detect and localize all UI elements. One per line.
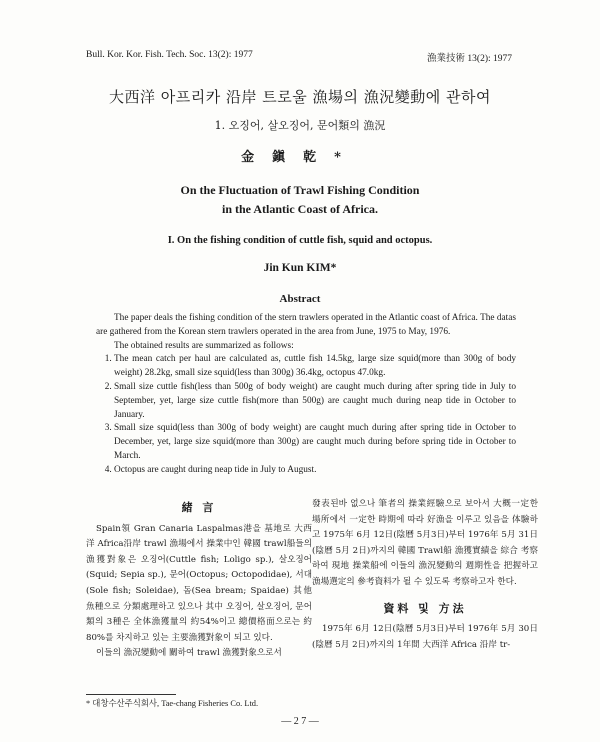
- introduction-paragraph: Spain領 Gran Canaria Laspalmas港을 基地로 大西洋 Africa沿岸 trawl 漁場에서 操業中인 韓國 trawl船들의 漁獲對象은 오징어(Cuttle fish; Loligo sp.), 살오징어(Squid; Sepia sp.), 문어(Octopus; Octopodidae), 서대(Sole fish; Soleidae), 돔(Sea bream; Spaidae) 其他 魚種으로 分類處理하고 있으나 其中 오징어, 살오징어, 문어類의 3種은 全体漁獲量의 約54%이고 總價格面으로는 約80%를 차지하고 있는 主要漁獲對象이 되고 있다.: [86, 523, 312, 643]
- list-item: 1. The mean catch per haul are calculated as, cuttle fish 14.5kg, large size squid(more than 300g of body weight) 28.2kg, small size squid(less than 300g) 36.4kg, octopus 47.0kg.: [114, 353, 516, 381]
- abstract-results-list: [96, 353, 516, 477]
- introduction-heading: 緒 言: [181, 501, 217, 514]
- korean-subtitle: 1. 오징어, 살오징어, 문어類의 漁況: [214, 119, 386, 132]
- materials-methods-heading: 資料 및 方法: [383, 601, 467, 615]
- korean-author: 金鎭乾*: [241, 150, 359, 165]
- abstract-paragraph: The paper deals the fishing condition of the stern trawlers operated in the Atlantic coast of Africa. The datas are gathered from the Korean stern trawlers operated in the area from June, 1975 to May, 1976.: [96, 313, 516, 337]
- abstract-heading: Abstract: [279, 293, 321, 305]
- author-affiliation-footnote: * 대창수산주식회사, Tae-chang Fisheries Co. Ltd.: [86, 699, 259, 708]
- english-subtitle: I. On the fishing condition of cuttle fish, squid and octopus.: [167, 235, 433, 246]
- english-author: Jin Kun KIM*: [263, 262, 337, 274]
- left-column: [86, 500, 312, 662]
- abstract-body: [96, 312, 516, 478]
- methods-paragraph: 1975年 6月 12日(陰曆 5月3日)부터 1976年 5月 30日(陰曆 5月 2日)까지의 1年間 大西洋 Africa 沿岸 tr-: [312, 624, 538, 650]
- journal-citation-korean: 漁業技術 13(2): 1977: [427, 54, 512, 64]
- english-title: [0, 181, 600, 219]
- page-number: — 2 7 —: [281, 716, 319, 727]
- journal-citation: Bull. Kor. Kor. Fish. Tech. Soc. 13(2): 1977: [86, 50, 253, 60]
- korean-title: 大西洋 아프리카 沿岸 트로울 漁場의 漁況變動에 관하여: [109, 88, 491, 106]
- english-title-line2: in the Atlantic Coast of Africa.: [222, 202, 378, 216]
- list-item: 4. Octopus are caught during neap tide in July to August.: [114, 464, 516, 478]
- right-column: [312, 497, 538, 653]
- introduction-continued: 發表된바 없으나 筆者의 操業經驗으로 보아서 大概一定한 場所에서 一定한 時期에 따라 好漁을 이루고 있음을 体驗하고 1975年 6月 12日(陰曆 5月3日)부터 1976年 5月 31日(陰曆 5月 2日)까지의 韓國 Trawl船 漁獲實績을 綜合 考察하여 現地 操業船에 이들의 漁況變動의 週期性을 把握하고 漁場選定의 參考資料가 될 수 있도록 考察하고자 한다.: [312, 499, 538, 587]
- list-item: 2. Small size cuttle fish(less than 500g of body weight) are caught much during after spring tide in July to September, yet, large size cuttle fish(more than 500g) are caught much during neap tide in October to January.: [114, 381, 516, 422]
- english-title-line1: On the Fluctuation of Trawl Fishing Condition: [180, 183, 420, 197]
- footnote-divider: [86, 694, 176, 695]
- abstract-summary-intro: The obtained results are summarized as follows:: [114, 340, 294, 351]
- list-item: 3. Small size squid(less than 300g of body weight) are caught much during after spring tide in October to December, yet, large size squid(more than 300g) are caught much during before spring tide in October to March.: [114, 422, 516, 463]
- introduction-paragraph-2: 이들의 漁況變動에 關하여 trawl 漁獲對象으로서: [96, 648, 282, 659]
